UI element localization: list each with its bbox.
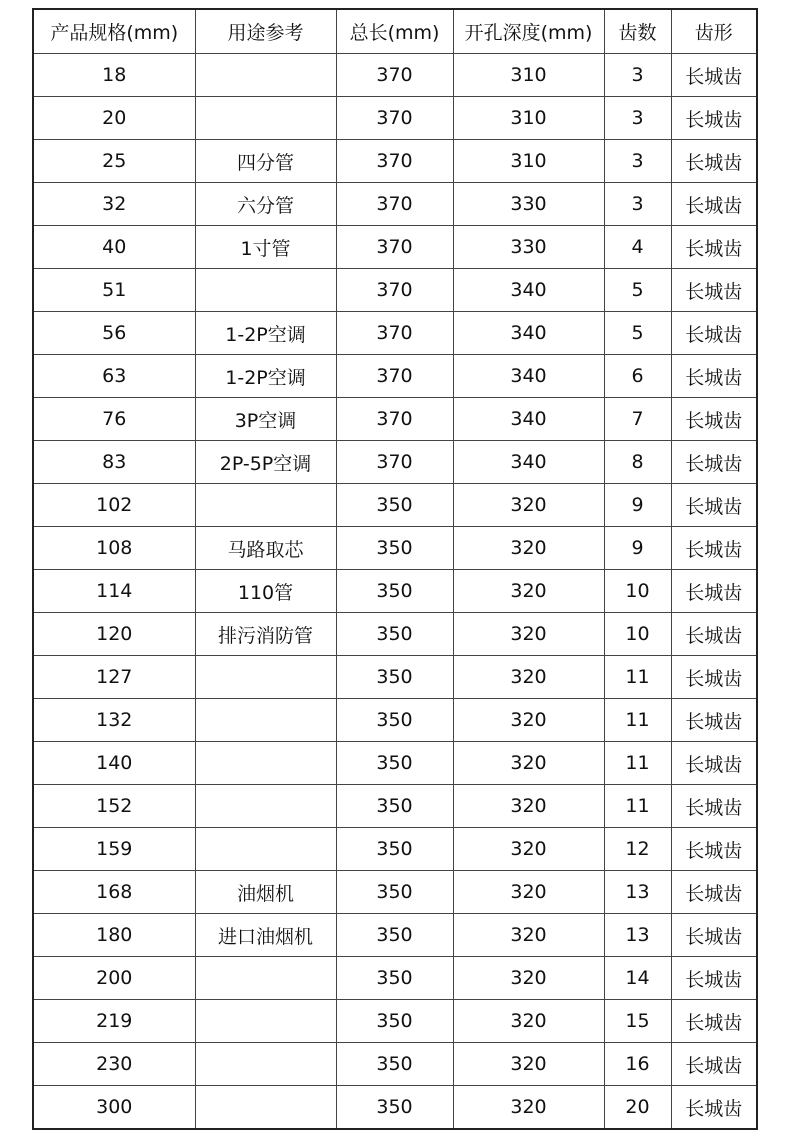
- cell-depth: 320: [453, 527, 604, 570]
- cell-usage: 进口油烟机: [195, 914, 336, 957]
- cell-length: 350: [336, 914, 453, 957]
- spec-table: [32, 8, 758, 1130]
- cell-tooth-shape: 长城齿: [671, 54, 757, 97]
- cell-size: 140: [33, 742, 195, 785]
- table-row: [33, 183, 757, 226]
- cell-tooth-shape: 长城齿: [671, 871, 757, 914]
- table-row: [33, 570, 757, 613]
- cell-tooth-shape: 长城齿: [671, 570, 757, 613]
- cell-size: 120: [33, 613, 195, 656]
- header-usage: 用途参考: [195, 9, 336, 54]
- cell-usage: [195, 656, 336, 699]
- cell-length: 370: [336, 54, 453, 97]
- table-row: [33, 226, 757, 269]
- cell-usage: [195, 957, 336, 1000]
- table-row: [33, 613, 757, 656]
- cell-length: 350: [336, 742, 453, 785]
- cell-teeth: 9: [604, 527, 671, 570]
- cell-tooth-shape: 长城齿: [671, 742, 757, 785]
- cell-tooth-shape: 长城齿: [671, 957, 757, 1000]
- cell-length: 350: [336, 484, 453, 527]
- cell-size: 32: [33, 183, 195, 226]
- cell-depth: 340: [453, 269, 604, 312]
- cell-usage: [195, 742, 336, 785]
- cell-depth: 330: [453, 183, 604, 226]
- cell-tooth-shape: 长城齿: [671, 1086, 757, 1130]
- cell-size: 200: [33, 957, 195, 1000]
- cell-length: 350: [336, 828, 453, 871]
- cell-size: 127: [33, 656, 195, 699]
- cell-teeth: 3: [604, 140, 671, 183]
- cell-length: 350: [336, 1043, 453, 1086]
- cell-length: 350: [336, 957, 453, 1000]
- table-row: [33, 699, 757, 742]
- cell-tooth-shape: 长城齿: [671, 312, 757, 355]
- cell-teeth: 11: [604, 656, 671, 699]
- cell-length: 370: [336, 140, 453, 183]
- cell-usage: 四分管: [195, 140, 336, 183]
- cell-length: 370: [336, 226, 453, 269]
- cell-length: 370: [336, 398, 453, 441]
- cell-size: 219: [33, 1000, 195, 1043]
- cell-length: 350: [336, 1086, 453, 1130]
- table-row: [33, 140, 757, 183]
- cell-depth: 320: [453, 699, 604, 742]
- cell-usage: 油烟机: [195, 871, 336, 914]
- cell-size: 56: [33, 312, 195, 355]
- cell-teeth: 3: [604, 183, 671, 226]
- cell-tooth-shape: 长城齿: [671, 355, 757, 398]
- cell-depth: 330: [453, 226, 604, 269]
- table-row: [33, 656, 757, 699]
- cell-size: 230: [33, 1043, 195, 1086]
- cell-size: 108: [33, 527, 195, 570]
- table-row: [33, 269, 757, 312]
- cell-teeth: 12: [604, 828, 671, 871]
- cell-tooth-shape: 长城齿: [671, 140, 757, 183]
- cell-teeth: 8: [604, 441, 671, 484]
- cell-size: 83: [33, 441, 195, 484]
- cell-depth: 320: [453, 785, 604, 828]
- cell-teeth: 14: [604, 957, 671, 1000]
- cell-tooth-shape: 长城齿: [671, 97, 757, 140]
- cell-teeth: 11: [604, 699, 671, 742]
- cell-tooth-shape: 长城齿: [671, 441, 757, 484]
- cell-tooth-shape: 长城齿: [671, 656, 757, 699]
- cell-length: 370: [336, 269, 453, 312]
- cell-size: 20: [33, 97, 195, 140]
- cell-length: 370: [336, 97, 453, 140]
- table-row: [33, 484, 757, 527]
- cell-depth: 320: [453, 1086, 604, 1130]
- cell-depth: 310: [453, 97, 604, 140]
- cell-depth: 310: [453, 140, 604, 183]
- cell-usage: 1-2P空调: [195, 355, 336, 398]
- cell-size: 51: [33, 269, 195, 312]
- cell-tooth-shape: 长城齿: [671, 269, 757, 312]
- cell-teeth: 11: [604, 785, 671, 828]
- cell-size: 152: [33, 785, 195, 828]
- cell-teeth: 11: [604, 742, 671, 785]
- cell-tooth-shape: 长城齿: [671, 699, 757, 742]
- cell-teeth: 6: [604, 355, 671, 398]
- cell-teeth: 5: [604, 269, 671, 312]
- cell-tooth-shape: 长城齿: [671, 183, 757, 226]
- cell-length: 370: [336, 355, 453, 398]
- cell-usage: [195, 484, 336, 527]
- cell-depth: 320: [453, 828, 604, 871]
- cell-depth: 320: [453, 1000, 604, 1043]
- cell-teeth: 4: [604, 226, 671, 269]
- cell-size: 132: [33, 699, 195, 742]
- cell-tooth-shape: 长城齿: [671, 914, 757, 957]
- cell-size: 63: [33, 355, 195, 398]
- cell-length: 350: [336, 871, 453, 914]
- cell-depth: 320: [453, 613, 604, 656]
- cell-teeth: 3: [604, 97, 671, 140]
- cell-usage: 2P-5P空调: [195, 441, 336, 484]
- cell-tooth-shape: 长城齿: [671, 828, 757, 871]
- table-row: [33, 441, 757, 484]
- table-row: [33, 97, 757, 140]
- cell-teeth: 15: [604, 1000, 671, 1043]
- cell-depth: 340: [453, 355, 604, 398]
- cell-size: 76: [33, 398, 195, 441]
- header-depth: 开孔深度(mm): [453, 9, 604, 54]
- cell-size: 25: [33, 140, 195, 183]
- cell-usage: [195, 54, 336, 97]
- cell-depth: 320: [453, 957, 604, 1000]
- cell-teeth: 9: [604, 484, 671, 527]
- cell-tooth-shape: 长城齿: [671, 527, 757, 570]
- cell-depth: 320: [453, 1043, 604, 1086]
- cell-depth: 320: [453, 742, 604, 785]
- table-row: [33, 742, 757, 785]
- cell-size: 102: [33, 484, 195, 527]
- cell-depth: 320: [453, 656, 604, 699]
- cell-usage: [195, 1000, 336, 1043]
- cell-size: 180: [33, 914, 195, 957]
- table-row: [33, 828, 757, 871]
- cell-length: 350: [336, 785, 453, 828]
- cell-depth: 340: [453, 441, 604, 484]
- table-row: [33, 957, 757, 1000]
- cell-length: 370: [336, 312, 453, 355]
- cell-depth: 320: [453, 871, 604, 914]
- cell-size: 114: [33, 570, 195, 613]
- cell-length: 350: [336, 656, 453, 699]
- cell-tooth-shape: 长城齿: [671, 1000, 757, 1043]
- cell-teeth: 10: [604, 613, 671, 656]
- table-body: [33, 54, 757, 1130]
- cell-teeth: 7: [604, 398, 671, 441]
- cell-usage: 六分管: [195, 183, 336, 226]
- cell-size: 168: [33, 871, 195, 914]
- cell-size: 300: [33, 1086, 195, 1130]
- header-size: 产品规格(mm): [33, 9, 195, 54]
- cell-tooth-shape: 长城齿: [671, 1043, 757, 1086]
- cell-tooth-shape: 长城齿: [671, 398, 757, 441]
- cell-size: 159: [33, 828, 195, 871]
- cell-size: 18: [33, 54, 195, 97]
- cell-usage: [195, 269, 336, 312]
- table-row: [33, 914, 757, 957]
- header-length: 总长(mm): [336, 9, 453, 54]
- cell-usage: 排污消防管: [195, 613, 336, 656]
- table-row: [33, 1043, 757, 1086]
- cell-usage: [195, 699, 336, 742]
- cell-teeth: 13: [604, 871, 671, 914]
- table-row: [33, 312, 757, 355]
- cell-length: 350: [336, 527, 453, 570]
- cell-depth: 310: [453, 54, 604, 97]
- cell-teeth: 20: [604, 1086, 671, 1130]
- cell-length: 370: [336, 183, 453, 226]
- cell-teeth: 10: [604, 570, 671, 613]
- cell-teeth: 13: [604, 914, 671, 957]
- cell-tooth-shape: 长城齿: [671, 226, 757, 269]
- cell-usage: [195, 97, 336, 140]
- cell-usage: 马路取芯: [195, 527, 336, 570]
- cell-teeth: 16: [604, 1043, 671, 1086]
- cell-depth: 320: [453, 484, 604, 527]
- cell-usage: 1寸管: [195, 226, 336, 269]
- cell-usage: [195, 1043, 336, 1086]
- cell-length: 350: [336, 1000, 453, 1043]
- cell-usage: 110管: [195, 570, 336, 613]
- header-teeth: 齿数: [604, 9, 671, 54]
- cell-depth: 320: [453, 570, 604, 613]
- cell-depth: 340: [453, 312, 604, 355]
- table-row: [33, 54, 757, 97]
- cell-tooth-shape: 长城齿: [671, 785, 757, 828]
- cell-teeth: 5: [604, 312, 671, 355]
- cell-size: 40: [33, 226, 195, 269]
- table-row: [33, 398, 757, 441]
- table-row: [33, 1086, 757, 1130]
- table-row: [33, 527, 757, 570]
- cell-length: 350: [336, 570, 453, 613]
- cell-length: 370: [336, 441, 453, 484]
- table-row: [33, 871, 757, 914]
- table-row: [33, 1000, 757, 1043]
- cell-depth: 340: [453, 398, 604, 441]
- cell-usage: 1-2P空调: [195, 312, 336, 355]
- cell-length: 350: [336, 613, 453, 656]
- table-row: [33, 785, 757, 828]
- cell-usage: [195, 1086, 336, 1130]
- table-row: [33, 355, 757, 398]
- cell-usage: [195, 785, 336, 828]
- cell-tooth-shape: 长城齿: [671, 484, 757, 527]
- cell-length: 350: [336, 699, 453, 742]
- cell-usage: 3P空调: [195, 398, 336, 441]
- cell-depth: 320: [453, 914, 604, 957]
- header-tooth-shape: 齿形: [671, 9, 757, 54]
- header-row: [33, 9, 757, 54]
- cell-tooth-shape: 长城齿: [671, 613, 757, 656]
- cell-usage: [195, 828, 336, 871]
- cell-teeth: 3: [604, 54, 671, 97]
